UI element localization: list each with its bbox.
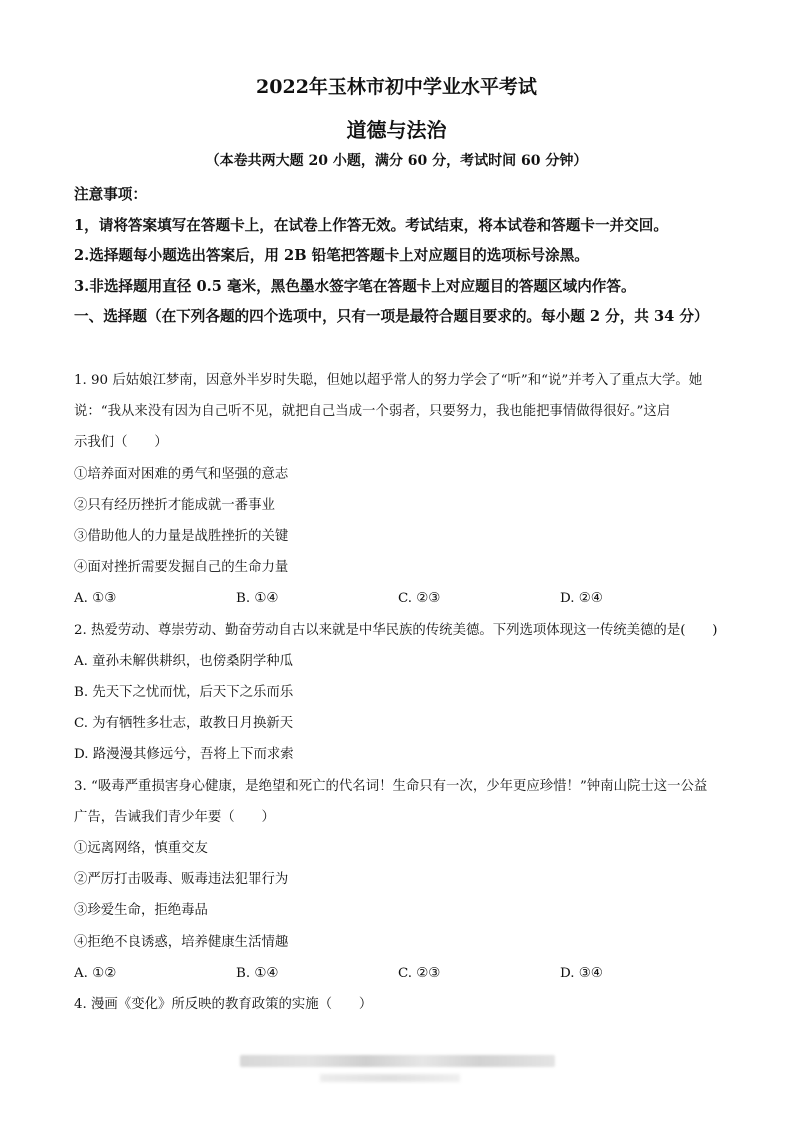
option-line: A. 童孙未解供耕织，也傍桑阴学种瓜: [74, 653, 294, 669]
statement-item: ②只有经历挫折才能成就一番事业: [74, 497, 275, 513]
note-item-3: 3.非选择题用直径 0.5 毫米，黑色墨水签字笔在答题卡上对应题目的答题区域内作答。: [74, 277, 636, 295]
question-stem-line: 示我们（ ）: [74, 435, 168, 451]
question-stem-line: 广告，告诫我们青少年要（ ）: [74, 809, 275, 825]
question-stem-line: 1. 90 后姑娘江梦南，因意外半岁时失聪，但她以超乎常人的努力学会了“听”和“说”并考入了重点大学。她: [74, 373, 703, 388]
question-stem-line: 说：“我从来没有因为自己听不见，就把自己当成一个弱者，只要努力，我也能把事情做得很好。”这启: [74, 404, 671, 420]
option-a: A. ①③: [74, 591, 117, 607]
question-2: [74, 615, 722, 771]
option-d: D. ③④: [560, 965, 603, 981]
section-heading: 一、选择题（在下列各题的四个选项中，只有一项是最符合题目要求的。每小题 2 分，共 34 分）: [74, 308, 709, 325]
statement-item: ③借助他人的力量是战胜挫折的关键: [74, 529, 289, 545]
option-d: D. ②④: [560, 591, 603, 607]
statement-item: ②严厉打击吸毒、贩毒违法犯罪行为: [74, 872, 289, 888]
question-3: [74, 771, 722, 989]
answer-options: [74, 958, 722, 989]
exam-title: 2022年玉林市初中学业水平考试: [256, 76, 537, 98]
option-c: C. ②③: [398, 591, 441, 607]
option-b: B. ①④: [236, 965, 279, 981]
exam-subtitle: （本卷共两大题 20 小题，满分 60 分，考试时间 60 分钟）: [205, 153, 588, 169]
subject-title: 道德与法治: [346, 118, 447, 142]
question-1: [74, 365, 722, 615]
statement-item: ①远离网络，慎重交友: [74, 841, 208, 857]
blurred-watermark: [240, 1055, 555, 1067]
notes-section: [74, 180, 724, 333]
question-stem-line: 3. “吸毒严重损害身心健康，是绝望和死亡的代名词！生命只有一次，少年更应珍惜！”钟南山院士这一公益: [74, 778, 708, 794]
note-item-2: 2.选择题每小题选出答案后，用 2B 铅笔把答题卡上对应题目的选项标号涂黑。: [74, 247, 589, 264]
note-item-1: 1，请将答案填写在答题卡上，在试卷上作答无效。考试结束，将本试卷和答题卡一并交回。: [74, 216, 668, 234]
statement-item: ④面对挫折需要发掘自己的生命力量: [74, 560, 289, 576]
statement-item: ④拒绝不良诱惑，培养健康生活情趣: [74, 934, 289, 950]
question-stem-line: 2. 热爱劳动、尊崇劳动、勤奋劳动自古以来就是中华民族的传统美德。下列选项体现这一传统美德的是( ): [74, 622, 718, 638]
option-line: D. 路漫漫其修远兮，吾将上下而求索: [74, 747, 294, 763]
option-line: B. 先天下之忧而忧，后天下之乐而乐: [74, 685, 294, 701]
questions-area: [74, 365, 722, 1020]
option-c: C. ②③: [398, 965, 441, 981]
option-b: B. ①④: [236, 591, 279, 607]
answer-options: [74, 583, 722, 614]
statement-item: ①培养面对困难的勇气和坚强的意志: [74, 466, 289, 482]
option-line: C. 为有牺牲多壮志，敢教日月换新天: [74, 716, 294, 732]
question-4: [74, 989, 722, 1020]
notes-heading: 注意事项：: [74, 186, 147, 203]
option-a: A. ①②: [74, 965, 117, 981]
statement-item: ③珍爱生命，拒绝毒品: [74, 903, 208, 919]
blurred-watermark-sub: [320, 1074, 460, 1082]
question-stem-line: 4. 漫画《变化》所反映的教育政策的实施（ ）: [74, 997, 373, 1013]
